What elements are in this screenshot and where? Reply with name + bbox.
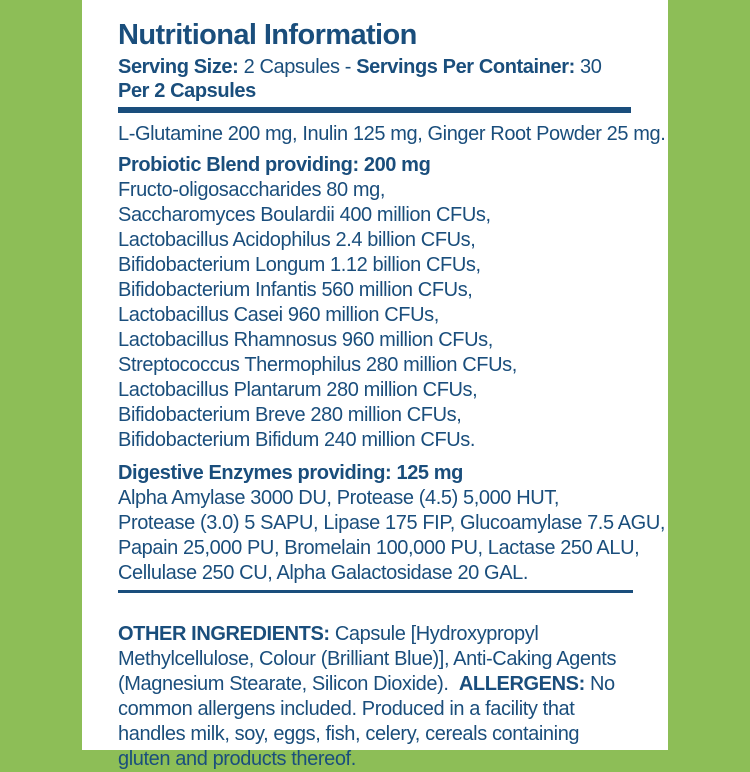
enzyme-line: Cellulase 250 CU, Alpha Galactosidase 20 GAL.: [118, 562, 529, 585]
digestive-enzymes-list: [118, 486, 666, 586]
servings-per-container-label: Servings Per Container:: [356, 56, 575, 79]
probiotic-item-line: Lactobacillus Rhamnosus 960 million CFUs,: [118, 329, 493, 352]
servings-per-container-value: 30: [574, 56, 602, 79]
probiotic-item-line: Streptococcus Thermophilus 280 million CFUs,: [118, 354, 517, 377]
other-ingredients-text: Capsule [Hydroxypropyl Methylcellulose, Colour (Brilliant Blue)], Anti-Caking Agents (Magnesium Stearate, Silicon Dioxide).: [118, 623, 617, 696]
serving-info-line: [118, 55, 632, 79]
probiotic-blend-list: [118, 178, 632, 453]
enzyme-line: Alpha Amylase 3000 DU, Protease (4.5) 5,000 HUT,: [118, 487, 560, 510]
enzymes-divider-rule: [118, 590, 633, 593]
allergens-label: ALLERGENS:: [458, 673, 585, 696]
base-ingredients-line: L-Glutamine 200 mg, Inulin 125 mg, Ginger Root Powder 25 mg.: [118, 123, 666, 146]
probiotic-item-line: Saccharomyces Boulardii 400 million CFUs,: [118, 204, 491, 227]
serving-size-value: 2 Capsules: [238, 56, 340, 79]
enzyme-line: Protease (3.0) 5 SAPU, Lipase 175 FIP, Glucoamylase 7.5 AGU,: [118, 512, 666, 535]
enzyme-line: Papain 25,000 PU, Bromelain 100,000 PU, Lactase 250 ALU,: [118, 537, 640, 560]
probiotic-item-line: Lactobacillus Casei 960 million CFUs,: [118, 304, 439, 327]
label-content: [82, 0, 666, 772]
per-capsules-line: Per 2 Capsules: [118, 80, 256, 103]
probiotic-item-line: Bifidobacterium Longum 1.12 billion CFUs,: [118, 254, 481, 277]
serving-size-label: Serving Size:: [118, 56, 239, 79]
label-title: Nutritional Information: [118, 19, 417, 51]
digestive-enzymes-heading: Digestive Enzymes providing: 125 mg: [118, 462, 463, 485]
probiotic-item-line: Bifidobacterium Breve 280 million CFUs,: [118, 404, 462, 427]
nutrition-label-panel: [82, 0, 668, 771]
probiotic-item-line: Fructo-oligosaccharides 80 mg,: [118, 179, 386, 202]
allergens-text: No common allergens included. Produced in a facility that handles milk, soy, eggs, fish, celery, cereals containing gluten and products thereof.: [118, 673, 615, 771]
header-divider-rule: [118, 107, 631, 113]
probiotic-blend-heading: Probiotic Blend providing: 200 mg: [118, 154, 431, 177]
probiotic-item-line: Lactobacillus Acidophilus 2.4 billion CFUs,: [118, 229, 476, 252]
probiotic-item-line: Lactobacillus Plantarum 280 million CFUs,: [118, 379, 478, 402]
other-ingredients-label: OTHER INGREDIENTS:: [118, 623, 330, 646]
probiotic-item-line: Bifidobacterium Bifidum 240 million CFUs.: [118, 429, 476, 452]
probiotic-item-line: Bifidobacterium Infantis 560 million CFUs,: [118, 279, 473, 302]
serving-separator: -: [339, 56, 357, 79]
